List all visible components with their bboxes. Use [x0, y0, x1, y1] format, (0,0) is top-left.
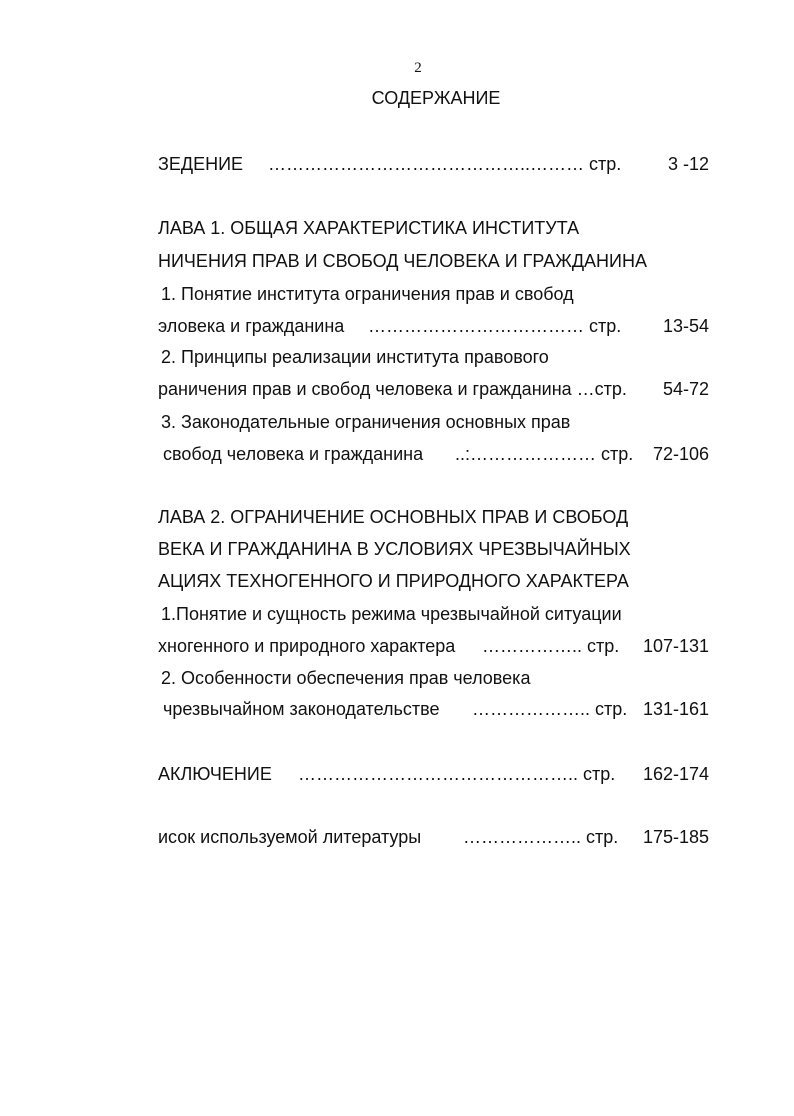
- toc-entry-pages: 175-185: [642, 827, 709, 847]
- toc-entry-pages: 162-174: [642, 764, 709, 784]
- toc-entry-label: ЗЕДЕНИЕ: [158, 154, 244, 174]
- toc-entry-pages: 54-72: [662, 379, 709, 399]
- toc-entry-pages: 72-106: [652, 444, 709, 464]
- chapter-heading-line: НИЧЕНИЯ ПРАВ И СВОБОД ЧЕЛОВЕКА И ГРАЖДАНИНА: [158, 251, 647, 271]
- chapter-heading-line: АЦИЯХ ТЕХНОГЕННОГО И ПРИРОДНОГО ХАРАКТЕРА: [158, 571, 629, 591]
- toc-entry-pages: 107-131: [642, 636, 709, 656]
- chapter-heading-line: ВЕКА И ГРАЖДАНИНА В УСЛОВИЯХ ЧРЕЗВЫЧАЙНЫХ: [158, 539, 631, 559]
- toc-entry-leader: ……………………………………..……… стр.: [268, 154, 622, 174]
- toc-entry-leader: ……………….. стр.: [463, 827, 619, 847]
- toc-entry-label: эловека и гражданина: [158, 316, 345, 336]
- toc-entry-leader: ……………………………………….. стр.: [298, 764, 616, 784]
- toc-entry-leader: ……………………………… стр.: [368, 316, 622, 336]
- toc-entry-pages: 131-161: [642, 699, 709, 719]
- toc-entry-label: исок используемой литературы: [158, 827, 422, 847]
- toc-entry-label: свобод человека и гражданина: [163, 444, 424, 464]
- toc-entry-leader: ……………….. стр.: [472, 699, 628, 719]
- toc-entry-leader: ..:………………… стр.: [455, 444, 634, 464]
- toc-entry-label: 2. Принципы реализации института правового: [161, 347, 549, 367]
- toc-entry-label: хногенного и природного характера: [158, 636, 456, 656]
- toc-entry-pages: 13-54: [662, 316, 709, 336]
- toc-entry-leader: …………….. стр.: [482, 636, 620, 656]
- chapter-heading-line: ЛАВА 1. ОБЩАЯ ХАРАКТЕРИСТИКА ИНСТИТУТА: [158, 218, 580, 238]
- page-number: 2: [414, 60, 422, 76]
- toc-entry-label: 1.Понятие и сущность режима чрезвычайной ситуации: [161, 604, 622, 624]
- toc-entry-label: 3. Законодательные ограничения основных прав: [161, 412, 571, 432]
- toc-entry-label: раничения прав и свобод человека и гражданина …стр.: [158, 379, 627, 399]
- toc-entry-label: 2. Особенности обеспечения прав человека: [161, 668, 531, 688]
- toc-entry-label: АКЛЮЧЕНИЕ: [158, 764, 272, 784]
- page-title: СОДЕРЖАНИЕ: [371, 88, 501, 108]
- toc-entry-label: 1. Понятие института ограничения прав и свобод: [161, 284, 574, 304]
- toc-entry-label: чрезвычайном законодательстве: [163, 699, 440, 719]
- chapter-heading-line: ЛАВА 2. ОГРАНИЧЕНИЕ ОСНОВНЫХ ПРАВ И СВОБОД: [158, 507, 629, 527]
- toc-entry-pages: 3 -12: [667, 154, 709, 174]
